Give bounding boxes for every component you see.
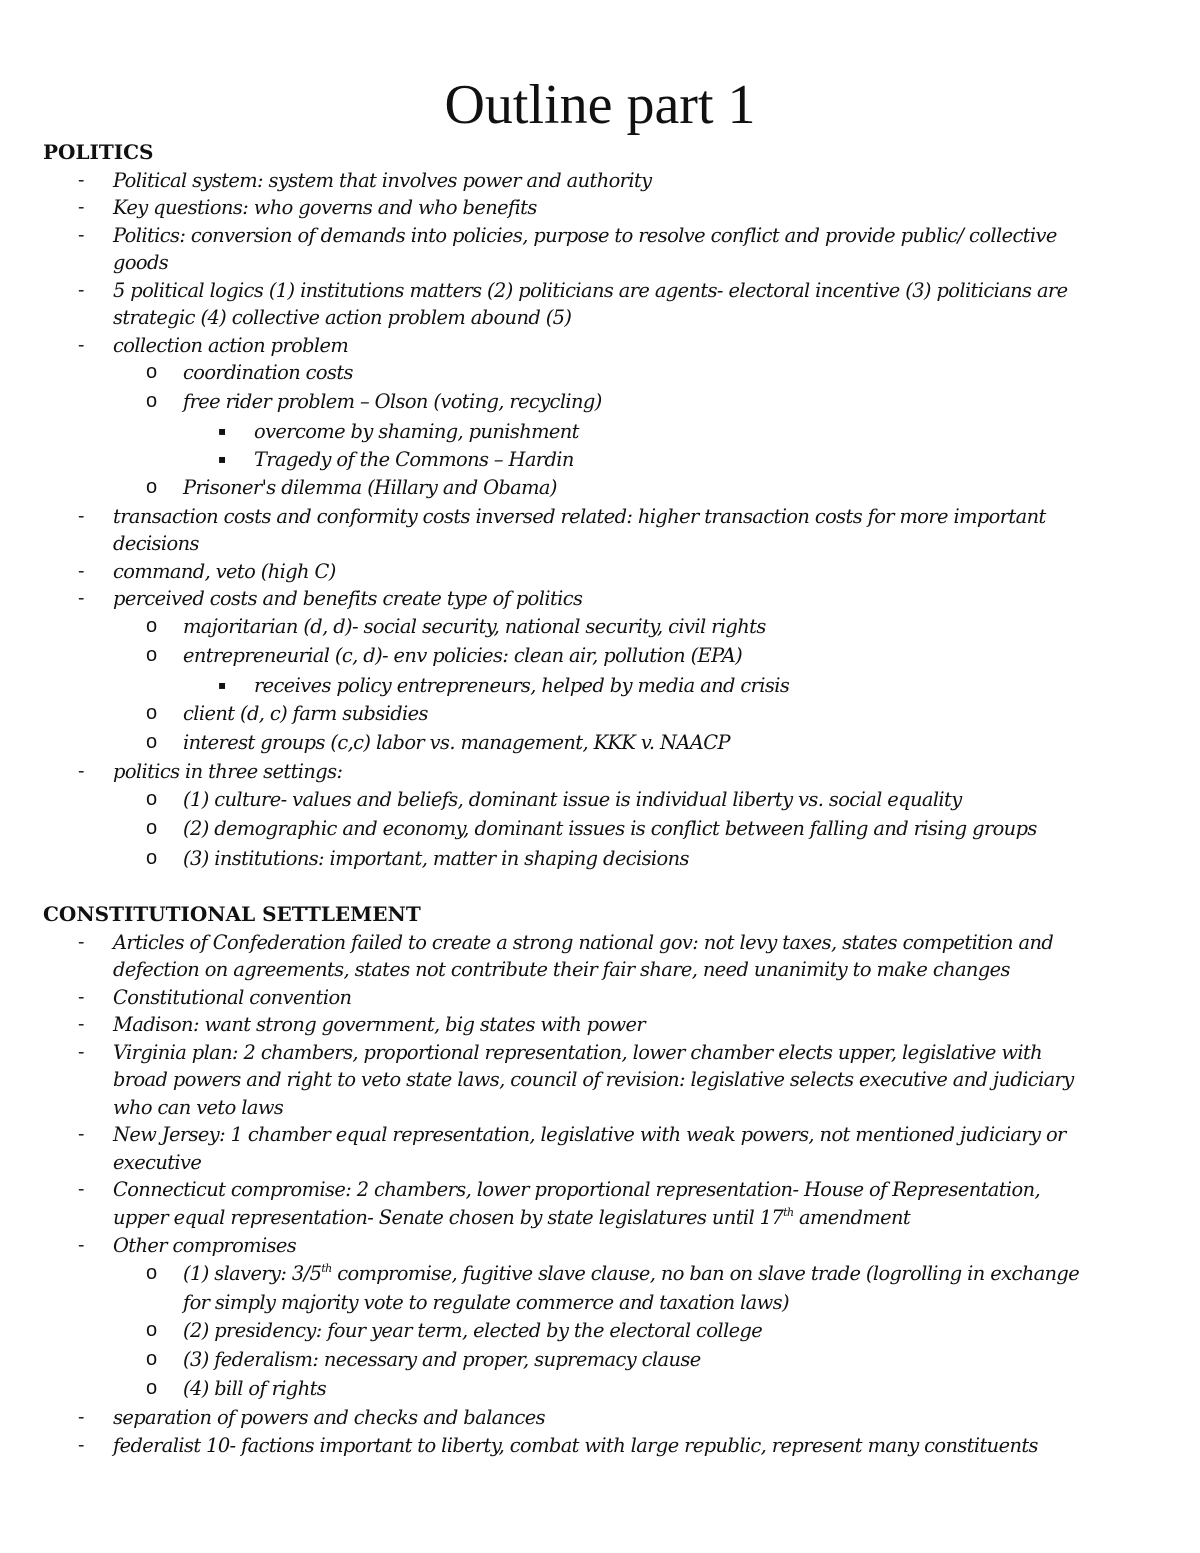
sub-sub-list-item: overcome by shaming, punishment <box>254 420 579 443</box>
sub-list-item: (3) federalism: necessary and proper, supremacy clause <box>183 1348 701 1371</box>
superscript: th <box>783 1206 794 1219</box>
section-heading-constitutional-settlement: CONSTITUTIONAL SETTLEMENT <box>43 902 421 926</box>
circle-bullet: o <box>146 644 158 666</box>
sub-list-item <box>183 1260 1079 1288</box>
circle-bullet: o <box>146 1348 158 1370</box>
sub-sub-list-item: Tragedy of the Commons – Hardin <box>254 448 574 471</box>
circle-bullet: o <box>146 702 158 724</box>
list-item: Constitutional convention <box>113 986 352 1009</box>
circle-bullet: o <box>146 476 158 498</box>
dash-bullet: - <box>78 1123 85 1145</box>
list-item: 5 political logics (1) institutions matters (2) politicians are agents- electoral incentive (3) politicians are <box>113 279 1068 302</box>
list-item: Politics: conversion of demands into policies, purpose to resolve conflict and provide public/ collective <box>113 224 1057 247</box>
circle-bullet: o <box>146 788 158 810</box>
dash-bullet: - <box>78 560 85 582</box>
line-text: upper equal representation- Senate chosen by state legislatures until 17 <box>113 1206 784 1229</box>
list-item: politics in three settings: <box>113 760 343 783</box>
dash-bullet: - <box>78 1041 85 1063</box>
circle-bullet: o <box>146 361 158 383</box>
list-item-continuation: who can veto laws <box>113 1096 284 1119</box>
list-item-continuation: executive <box>113 1151 202 1174</box>
list-item: Madison: want strong government, big states with power <box>113 1013 646 1036</box>
sub-list-item: (4) bill of rights <box>183 1377 327 1400</box>
sub-list-item-continuation: for simply majority vote to regulate commerce and taxation laws) <box>183 1291 789 1314</box>
line-text: compromise, fugitive slave clause, no ban on slave trade (logrolling in exchange <box>331 1262 1080 1285</box>
list-item: Other compromises <box>113 1234 297 1257</box>
dash-bullet: - <box>78 505 85 527</box>
list-item: Political system: system that involves power and authority <box>113 169 652 192</box>
sub-list-item: client (d, c) farm subsidies <box>183 702 428 725</box>
circle-bullet: o <box>146 817 158 839</box>
dash-bullet: - <box>78 1013 85 1035</box>
square-bullet: ▪ <box>218 452 227 466</box>
sub-list-item: interest groups (c,c) labor vs. management, KKK v. NAACP <box>183 731 730 754</box>
circle-bullet: o <box>146 615 158 637</box>
list-item: separation of powers and checks and balances <box>113 1406 546 1429</box>
square-bullet: ▪ <box>218 678 227 692</box>
sub-list-item: (2) presidency: four year term, elected by the electoral college <box>183 1319 763 1342</box>
dash-bullet: - <box>78 760 85 782</box>
list-item: Virginia plan: 2 chambers, proportional representation, lower chamber elects upper, legislative with <box>113 1041 1043 1064</box>
dash-bullet: - <box>78 196 85 218</box>
sub-list-item: free rider problem – Olson (voting, recycling) <box>183 390 602 413</box>
line-text: (1) slavery: 3/5 <box>183 1262 322 1285</box>
circle-bullet: o <box>146 1319 158 1341</box>
sub-list-item: coordination costs <box>183 361 353 384</box>
dash-bullet: - <box>78 1234 85 1256</box>
sub-list-item: Prisoner's dilemma (Hillary and Obama) <box>183 476 557 499</box>
list-item-continuation: decisions <box>113 532 199 555</box>
circle-bullet: o <box>146 847 158 869</box>
list-item: Connecticut compromise: 2 chambers, lower proportional representation- House of Representation, <box>113 1178 1041 1201</box>
list-item-continuation: broad powers and right to veto state laws, council of revision: legislative selects executive and judiciary <box>113 1068 1074 1091</box>
dash-bullet: - <box>78 931 85 953</box>
dash-bullet: - <box>78 1178 85 1200</box>
dash-bullet: - <box>78 1406 85 1428</box>
list-item: Articles of Confederation failed to create a strong national gov: not levy taxes, states competition and <box>113 931 1054 954</box>
dash-bullet: - <box>78 587 85 609</box>
list-item-continuation <box>113 1204 910 1232</box>
list-item-continuation: defection on agreements, states not contribute their fair share, need unanimity to make changes <box>113 958 1010 981</box>
superscript: th <box>321 1262 332 1275</box>
list-item: transaction costs and conformity costs inversed related: higher transaction costs for more important <box>113 505 1046 528</box>
circle-bullet: o <box>146 1262 158 1284</box>
list-item: New Jersey: 1 chamber equal representation, legislative with weak powers, not mentioned judiciary or <box>113 1123 1066 1146</box>
list-item: perceived costs and benefits create type of politics <box>113 587 583 610</box>
list-item: federalist 10- factions important to liberty, combat with large republic, represent many constituents <box>113 1434 1038 1457</box>
dash-bullet: - <box>78 279 85 301</box>
list-item-continuation: strategic (4) collective action problem abound (5) <box>113 306 572 329</box>
dash-bullet: - <box>78 169 85 191</box>
sub-list-item: entrepreneurial (c, d)- env policies: clean air, pollution (EPA) <box>183 644 743 667</box>
square-bullet: ▪ <box>218 424 227 438</box>
dash-bullet: - <box>78 1434 85 1456</box>
list-item: collection action problem <box>113 334 349 357</box>
sub-sub-list-item: receives policy entrepreneurs, helped by media and crisis <box>254 674 790 697</box>
dash-bullet: - <box>78 986 85 1008</box>
sub-list-item: majoritarian (d, d)- social security, national security, civil rights <box>183 615 766 638</box>
circle-bullet: o <box>146 1377 158 1399</box>
line-text: amendment <box>793 1206 911 1229</box>
circle-bullet: o <box>146 390 158 412</box>
section-heading-politics: POLITICS <box>43 140 154 164</box>
page-title: Outline part 1 <box>444 74 756 136</box>
dash-bullet: - <box>78 224 85 246</box>
list-item-continuation: goods <box>113 251 169 274</box>
list-item: Key questions: who governs and who benefits <box>113 196 537 219</box>
list-item: command, veto (high C) <box>113 560 336 583</box>
sub-list-item: (2) demographic and economy, dominant issues is conflict between falling and rising groups <box>183 817 1037 840</box>
dash-bullet: - <box>78 334 85 356</box>
circle-bullet: o <box>146 731 158 753</box>
sub-list-item: (3) institutions: important, matter in shaping decisions <box>183 847 689 870</box>
sub-list-item: (1) culture- values and beliefs, dominant issue is individual liberty vs. social equality <box>183 788 962 811</box>
